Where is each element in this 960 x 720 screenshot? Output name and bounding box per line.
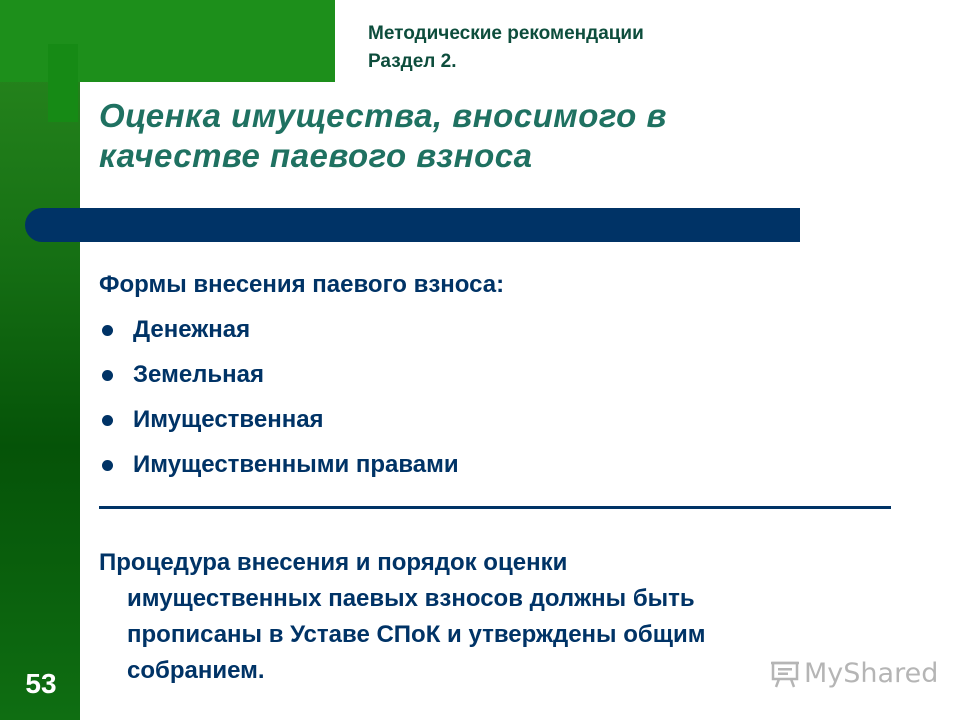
bullet-icon — [102, 460, 113, 471]
paragraph-line: имущественных паевых взносов должны быть — [127, 585, 695, 612]
header-line-2: Раздел 2. — [368, 51, 457, 72]
list-item — [99, 312, 459, 357]
slide-header — [368, 20, 644, 76]
bullet-icon — [102, 415, 113, 426]
presentation-board-icon — [770, 660, 800, 688]
page-number: 53 — [25, 668, 57, 699]
list-item — [99, 402, 459, 447]
watermark-text: MyShared — [804, 658, 939, 689]
title-line-2: качестве паевого взноса — [99, 137, 533, 174]
paragraph-line: собранием. — [127, 657, 265, 684]
list-item — [99, 357, 459, 402]
section-heading: Формы внесения паевого взноса: — [99, 271, 505, 298]
list-item-label: Имущественными правами — [133, 451, 459, 478]
header-line-1: Методические рекомендации — [368, 23, 644, 44]
paragraph-line: Процедура внесения и порядок оценки — [99, 549, 568, 576]
title-divider-bar — [25, 208, 800, 242]
bullet-icon — [102, 325, 113, 336]
green-accent-block — [48, 44, 78, 122]
horizontal-divider — [99, 506, 891, 509]
list-item-label: Имущественная — [133, 406, 324, 433]
bullet-list — [99, 312, 459, 492]
bullet-icon — [102, 370, 113, 381]
list-item — [99, 447, 459, 492]
title-line-1: Оценка имущества, вносимого в — [99, 97, 667, 134]
watermark — [770, 656, 938, 692]
list-item-label: Земельная — [133, 361, 265, 388]
slide-title — [99, 96, 859, 176]
list-item-label: Денежная — [133, 316, 251, 343]
paragraph-line: прописаны в Уставе СПоК и утверждены общим — [127, 621, 706, 648]
